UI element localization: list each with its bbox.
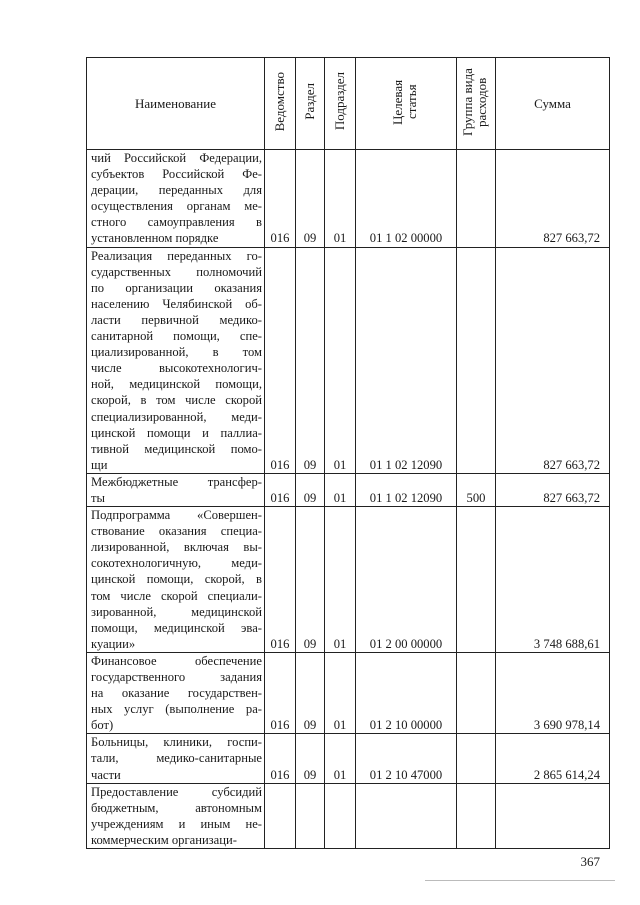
row-podrazdel-cell — [325, 652, 356, 733]
row-name-line: государственного задания — [91, 670, 262, 684]
row-summa-cell — [496, 507, 610, 653]
table-row — [87, 473, 610, 506]
header-razdel — [296, 58, 325, 150]
row-name-line: субъектов Российской Фе- — [91, 167, 262, 182]
row-vedomstvo-value: 016 — [270, 636, 290, 651]
row-name-line: специализированной, меди- — [91, 409, 262, 424]
header-summa: Сумма — [496, 58, 610, 150]
row-name-line: щи — [91, 457, 108, 472]
row-name-line: сокотехнологичную, меди- — [91, 556, 262, 571]
row-celevaya-cell — [356, 734, 457, 783]
row-name-line: Реализация переданных го- — [91, 248, 262, 263]
row-name-cell — [87, 734, 265, 783]
row-summa-value: 3 748 688,61 — [533, 636, 600, 651]
page-number: 367 — [580, 854, 600, 869]
row-gruppa-cell — [457, 507, 496, 653]
table-row — [87, 247, 610, 473]
row-summa-cell — [496, 247, 610, 473]
table-body — [87, 150, 610, 849]
row-podrazdel-cell — [325, 783, 356, 848]
row-gruppa-cell — [457, 734, 496, 783]
row-vedomstvo-cell — [265, 150, 296, 248]
row-celevaya-cell — [356, 150, 457, 248]
row-razdel-cell — [296, 247, 325, 473]
row-podrazdel-value: 01 — [333, 767, 347, 782]
row-name-cell — [87, 473, 265, 506]
row-celevaya-value: 01 1 02 12090 — [369, 490, 443, 505]
row-vedomstvo-value: 016 — [270, 767, 290, 782]
row-name-line: бот) — [91, 718, 114, 733]
row-name-line: населению Челябинской об- — [91, 296, 262, 311]
row-vedomstvo-cell — [265, 507, 296, 653]
row-name-line: по организации оказания — [91, 280, 262, 295]
row-celevaya-value: 01 1 02 00000 — [369, 231, 443, 246]
row-podrazdel-cell — [325, 507, 356, 653]
row-podrazdel-value: 01 — [333, 231, 347, 246]
table-row — [87, 783, 610, 848]
row-summa-cell — [496, 473, 610, 506]
row-celevaya-value: 01 2 00 00000 — [369, 636, 443, 651]
row-gruppa-value: 500 — [466, 490, 486, 505]
row-name-line: установленном порядке — [91, 231, 219, 246]
row-name-cell — [87, 652, 265, 733]
row-gruppa-cell — [457, 783, 496, 848]
row-razdel-value: 09 — [303, 767, 317, 782]
row-name-line: стного самоуправления в — [91, 215, 262, 230]
row-name-line: зированной, медицинской — [91, 604, 262, 619]
row-razdel-cell — [296, 150, 325, 248]
row-vedomstvo-value: 016 — [270, 457, 290, 472]
header-gruppa — [457, 58, 496, 150]
row-razdel-value: 09 — [303, 457, 317, 472]
header-name: Наименование — [87, 58, 265, 150]
row-celevaya-cell — [356, 652, 457, 733]
row-name-line: скорой, в том числе скорой — [91, 393, 262, 408]
header-gruppa-label: Группа вида расходов — [460, 67, 489, 136]
row-razdel-cell — [296, 507, 325, 653]
row-name-line: тали, медико-санитарные — [91, 751, 262, 766]
row-name-line: осуществления органам ме- — [91, 199, 262, 214]
row-summa-value: 827 663,72 — [543, 457, 600, 472]
row-name-line: ствование оказания специа- — [91, 524, 262, 539]
row-vedomstvo-cell — [265, 652, 296, 733]
row-name-line: дерации, переданных для — [91, 183, 262, 198]
row-name-line: том числе скорой специали- — [91, 588, 262, 603]
row-celevaya-cell — [356, 473, 457, 506]
row-gruppa-cell — [457, 473, 496, 506]
row-name-cell — [87, 507, 265, 653]
row-podrazdel-cell — [325, 734, 356, 783]
row-name-line: ных услуг (выполнение ра- — [91, 702, 262, 717]
row-podrazdel-value: 01 — [333, 636, 347, 651]
row-name-cell — [87, 247, 265, 473]
row-summa-cell — [496, 783, 610, 848]
table-row — [87, 150, 610, 248]
row-name-line: циализированной, в том — [91, 345, 262, 360]
row-celevaya-cell — [356, 247, 457, 473]
row-name-cell — [87, 150, 265, 248]
row-razdel-value: 09 — [303, 636, 317, 651]
row-summa-cell — [496, 652, 610, 733]
row-name-line: Финансовое обеспечение — [91, 653, 262, 668]
row-vedomstvo-value: 016 — [270, 231, 290, 246]
row-vedomstvo-cell — [265, 734, 296, 783]
row-podrazdel-value: 01 — [333, 718, 347, 733]
row-name-line: Межбюджетные трансфер- — [91, 474, 262, 489]
row-name-line: Больницы, клиники, госпи- — [91, 735, 262, 750]
header-vedomstvo-label: Ведомство — [272, 71, 287, 132]
row-vedomstvo-cell — [265, 473, 296, 506]
row-name-line: числе высокотехнологич- — [91, 361, 262, 376]
row-summa-value: 3 690 978,14 — [533, 718, 600, 733]
row-podrazdel-cell — [325, 247, 356, 473]
row-podrazdel-cell — [325, 473, 356, 506]
row-vedomstvo-cell — [265, 783, 296, 848]
table-row — [87, 734, 610, 783]
row-name-line: сударственных полномочий — [91, 264, 262, 279]
row-name-line: ласти первичной медико- — [91, 312, 262, 327]
row-name-line: помощи, медицинской эва- — [91, 620, 262, 635]
row-gruppa-cell — [457, 247, 496, 473]
row-name-line: тивной медицинской помо- — [91, 441, 262, 456]
row-summa-value: 827 663,72 — [543, 490, 600, 505]
row-name-line: ной, медицинской помощи, — [91, 377, 262, 392]
row-name-line: на оказание государствен- — [91, 686, 262, 701]
budget-table — [86, 57, 610, 849]
row-vedomstvo-value: 016 — [270, 490, 290, 505]
row-name-line: учреждениям и иным не- — [91, 816, 262, 831]
row-podrazdel-value: 01 — [333, 457, 347, 472]
row-name-line: санитарной помощи, спе- — [91, 329, 262, 344]
row-name-line: куации» — [91, 636, 136, 651]
header-celevaya — [356, 58, 457, 150]
row-razdel-cell — [296, 734, 325, 783]
table-row — [87, 652, 610, 733]
row-celevaya-cell — [356, 507, 457, 653]
header-razdel-label: Раздел — [302, 83, 317, 120]
row-celevaya-value: 01 2 10 00000 — [369, 718, 443, 733]
row-gruppa-cell — [457, 150, 496, 248]
row-summa-cell — [496, 150, 610, 248]
row-razdel-cell — [296, 652, 325, 733]
row-razdel-cell — [296, 473, 325, 506]
row-name-line: Предоставление субсидий — [91, 784, 262, 799]
row-celevaya-value: 01 1 02 12090 — [369, 457, 443, 472]
row-gruppa-cell — [457, 652, 496, 733]
row-name-line: части — [91, 767, 121, 782]
row-name-cell — [87, 783, 265, 848]
table-row — [87, 507, 610, 653]
row-razdel-cell — [296, 783, 325, 848]
row-podrazdel-value: 01 — [333, 490, 347, 505]
budget-table-container — [86, 57, 609, 846]
row-summa-cell — [496, 734, 610, 783]
row-razdel-value: 09 — [303, 231, 317, 246]
row-celevaya-cell — [356, 783, 457, 848]
row-razdel-value: 09 — [303, 718, 317, 733]
row-podrazdel-cell — [325, 150, 356, 248]
header-vedomstvo — [265, 58, 296, 150]
row-summa-value: 827 663,72 — [543, 231, 600, 246]
row-name-line: Подпрограмма «Совершен- — [91, 508, 262, 523]
row-name-line: чий Российской Федерации, — [91, 151, 262, 165]
row-summa-value: 2 865 614,24 — [533, 767, 600, 782]
row-vedomstvo-value: 016 — [270, 718, 290, 733]
table-header-row — [87, 58, 610, 150]
row-razdel-value: 09 — [303, 490, 317, 505]
footer-rule — [425, 880, 615, 881]
row-name-line: цинской помощи, скорой, в — [91, 572, 262, 587]
row-name-line: цинской помощи и паллиа- — [91, 425, 262, 440]
row-vedomstvo-cell — [265, 247, 296, 473]
row-name-line: лизированной, включая вы- — [91, 540, 262, 555]
header-podrazdel — [325, 58, 356, 150]
row-celevaya-value: 01 2 10 47000 — [369, 767, 443, 782]
row-name-line: коммерческим организаци- — [91, 832, 237, 847]
row-name-line: ты — [91, 490, 105, 505]
header-podrazdel-label: Подраздел — [332, 72, 347, 131]
row-name-line: бюджетным, автономным — [91, 800, 262, 815]
header-celevaya-label: Целевая статья — [390, 78, 419, 125]
